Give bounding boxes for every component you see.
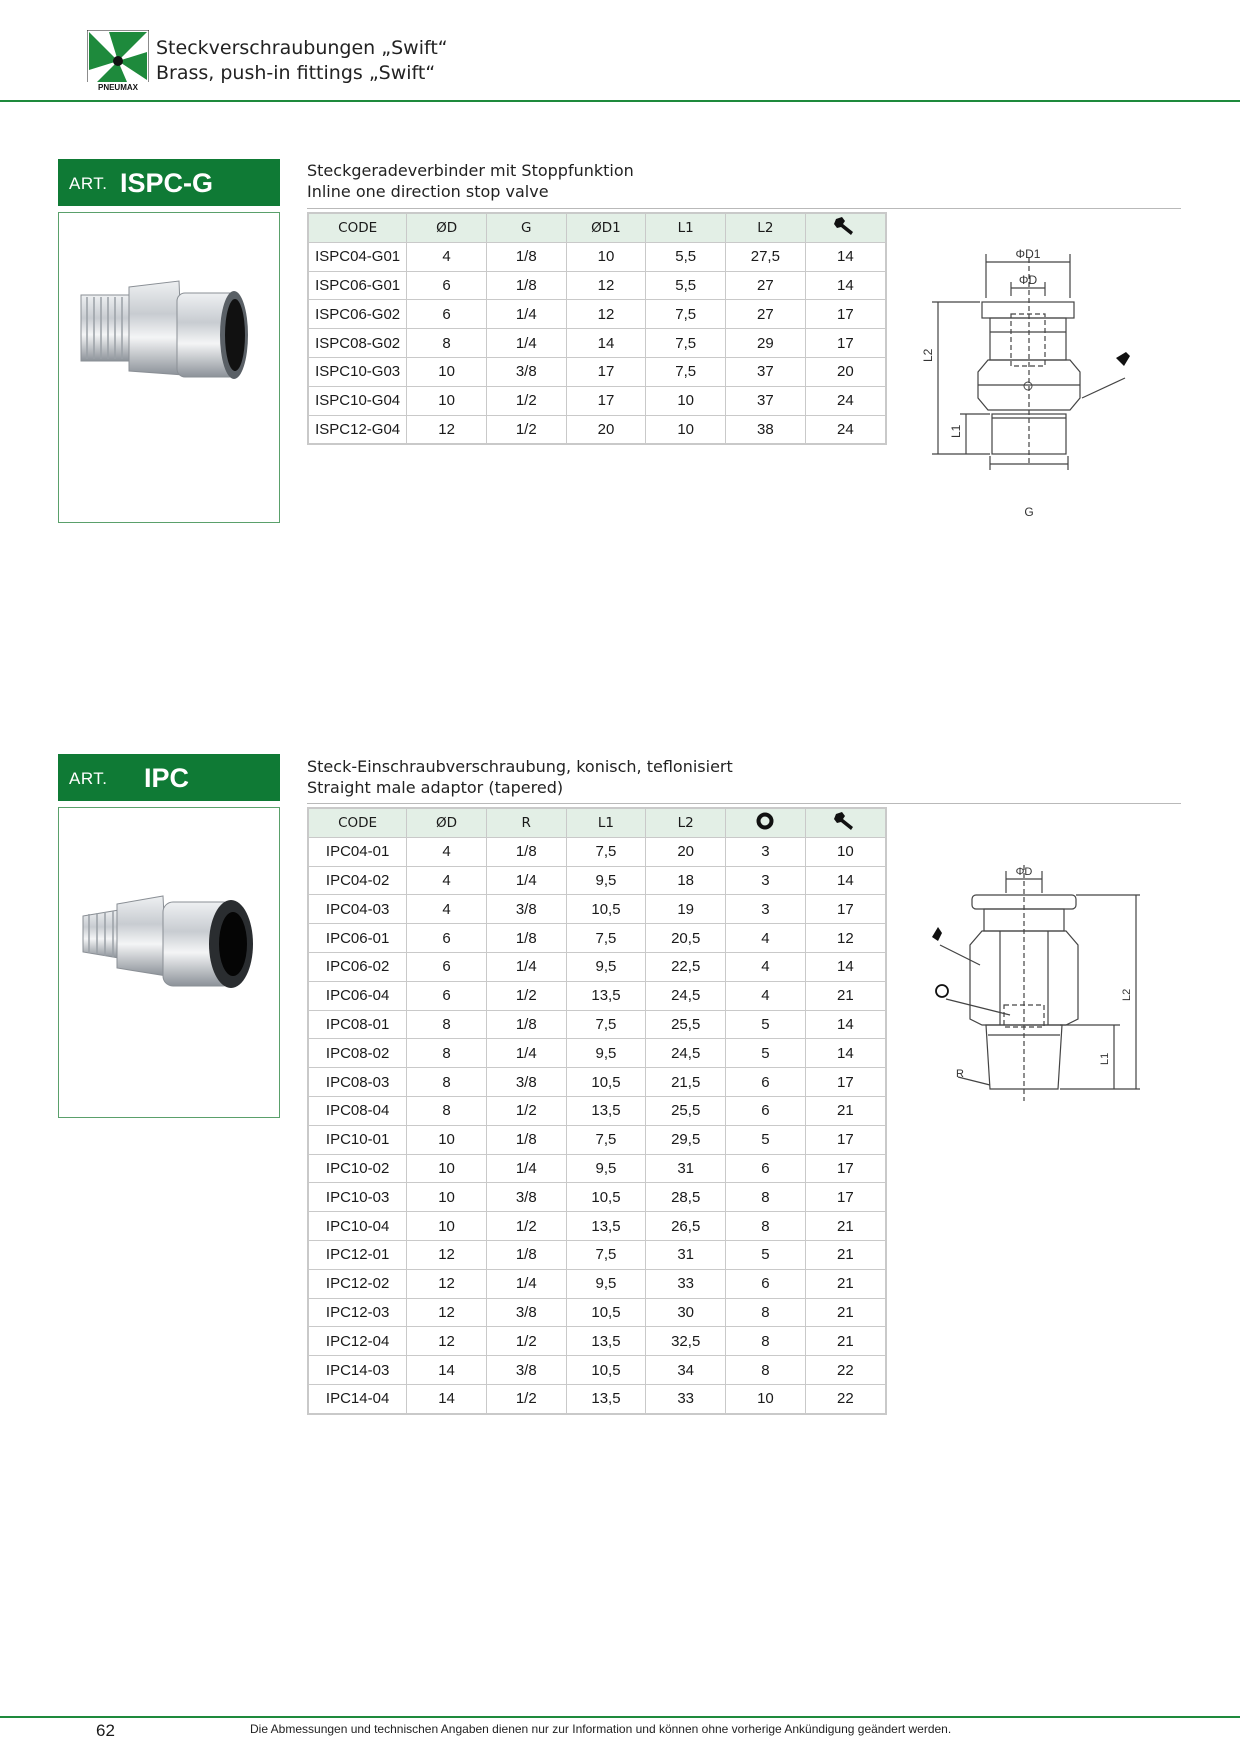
table-cell: 1/8: [486, 837, 566, 866]
table-row: [308, 866, 886, 895]
table-cell: 5,5: [646, 242, 726, 271]
cell-code: IPC10-01: [308, 1125, 407, 1154]
table-cell: 1/8: [486, 242, 566, 271]
table-cell: 12: [805, 924, 886, 953]
table-cell: 4: [407, 242, 487, 271]
table-cell: 12: [407, 1327, 487, 1356]
table-cell: 3/8: [486, 1356, 566, 1385]
table-cell: 17: [566, 357, 646, 386]
cell-code: IPC14-03: [308, 1356, 407, 1385]
table-cell: 12: [566, 300, 646, 329]
table-row: [308, 386, 886, 415]
table-cell: 3/8: [486, 1183, 566, 1212]
table-row: [308, 415, 886, 444]
column-header-wrench: [805, 213, 886, 242]
table-cell: 27,5: [726, 242, 806, 271]
table-cell: 10: [726, 1384, 806, 1413]
label-r: R: [956, 1068, 964, 1080]
table-cell: 12: [407, 415, 487, 444]
table-cell: 8: [407, 1068, 487, 1097]
table-cell: 14: [805, 271, 886, 300]
table-cell: 6: [726, 1154, 806, 1183]
table-cell: 8: [407, 1096, 487, 1125]
table-cell: 7,5: [566, 924, 646, 953]
table-cell: 8: [407, 1039, 487, 1068]
table-row: [308, 357, 886, 386]
table-cell: 1/2: [486, 1212, 566, 1241]
column-header-code: CODE: [308, 808, 407, 837]
art-label: ART.: [69, 769, 108, 788]
table-cell: 7,5: [566, 1240, 646, 1269]
table-cell: 6: [726, 1269, 806, 1298]
description-rule: [307, 803, 1181, 804]
table-row: [308, 1269, 886, 1298]
table-cell: 18: [646, 866, 726, 895]
description-de: Steckgeradeverbinder mit Stoppfunktion: [307, 161, 634, 180]
description-en: Inline one direction stop valve: [307, 182, 549, 201]
table-cell: 12: [566, 271, 646, 300]
page-number: 62: [96, 1721, 115, 1740]
table-cell: 1/8: [486, 924, 566, 953]
table-row: [308, 1096, 886, 1125]
cell-code: IPC12-01: [308, 1240, 407, 1269]
table-cell: 1/4: [486, 1039, 566, 1068]
pneumax-logo: [87, 30, 149, 92]
table-cell: 1/2: [486, 981, 566, 1010]
table-cell: 5: [726, 1039, 806, 1068]
label-od1: ΦD1: [1015, 247, 1041, 261]
table-cell: 32,5: [646, 1327, 726, 1356]
table-cell: 3: [726, 895, 806, 924]
table-cell: 14: [805, 866, 886, 895]
table-cell: 19: [646, 895, 726, 924]
cell-code: IPC04-01: [308, 837, 407, 866]
article-code: ISPC-G: [120, 168, 214, 198]
article-code: IPC: [144, 763, 190, 793]
table-cell: 17: [805, 1183, 886, 1212]
table-cell: 10: [407, 1154, 487, 1183]
table-row: [308, 1068, 886, 1097]
table-cell: 1/4: [486, 866, 566, 895]
table-cell: 31: [646, 1240, 726, 1269]
table-row: [308, 1327, 886, 1356]
table-cell: 27: [726, 271, 806, 300]
label-l2: L2: [1121, 988, 1133, 1001]
table-cell: 21: [805, 981, 886, 1010]
table-cell: 10,5: [566, 895, 646, 924]
table-row: [308, 895, 886, 924]
table-cell: 6: [726, 1068, 806, 1097]
table-cell: 1/8: [486, 1240, 566, 1269]
wrench-icon: [833, 216, 857, 236]
table-cell: 20: [646, 837, 726, 866]
section-description: [307, 756, 733, 798]
table-cell: 10: [805, 837, 886, 866]
table-cell: 6: [407, 271, 487, 300]
table-row: [308, 952, 886, 981]
table-cell: 8: [726, 1327, 806, 1356]
table-cell: 10,5: [566, 1298, 646, 1327]
label-l2: L2: [921, 348, 935, 362]
table-cell: 1/8: [486, 1125, 566, 1154]
page-header: [0, 0, 1240, 102]
table-cell: 1/4: [486, 300, 566, 329]
column-header-g: G: [486, 213, 566, 242]
table-cell: 22: [805, 1384, 886, 1413]
table-cell: 25,5: [646, 1096, 726, 1125]
table-cell: 3/8: [486, 1068, 566, 1097]
table-cell: 5: [726, 1125, 806, 1154]
table-cell: 1/4: [486, 329, 566, 358]
column-header-od1: ØD1: [566, 213, 646, 242]
table-cell: 8: [407, 329, 487, 358]
table-cell: 6: [407, 924, 487, 953]
table-cell: 21: [805, 1212, 886, 1241]
table-cell: 9,5: [566, 952, 646, 981]
table-cell: 4: [407, 895, 487, 924]
table-cell: 1/2: [486, 415, 566, 444]
table-cell: 17: [805, 895, 886, 924]
table-cell: 12: [407, 1240, 487, 1269]
description-rule: [307, 208, 1181, 209]
table-cell: 7,5: [566, 1125, 646, 1154]
table-cell: 10,5: [566, 1356, 646, 1385]
table-cell: 10: [566, 242, 646, 271]
table-cell: 1/2: [486, 1327, 566, 1356]
section-description: [307, 160, 634, 202]
cell-code: IPC04-02: [308, 866, 407, 895]
table-cell: 13,5: [566, 1212, 646, 1241]
table-cell: 14: [566, 329, 646, 358]
table-cell: 6: [407, 952, 487, 981]
table-cell: 10: [407, 386, 487, 415]
label-l1: L1: [1099, 1052, 1111, 1065]
table-row: [308, 1240, 886, 1269]
cell-code: IPC08-04: [308, 1096, 407, 1125]
cell-code: IPC10-02: [308, 1154, 407, 1183]
cell-code: IPC12-02: [308, 1269, 407, 1298]
label-l1: L1: [949, 424, 963, 438]
cell-code: ISPC10-G04: [308, 386, 407, 415]
cell-code: ISPC06-G02: [308, 300, 407, 329]
table-cell: 14: [805, 242, 886, 271]
table-cell: 10: [646, 415, 726, 444]
table-cell: 29: [726, 329, 806, 358]
table-cell: 1/8: [486, 271, 566, 300]
table-cell: 20: [566, 415, 646, 444]
table-row: [308, 1039, 886, 1068]
column-header-r: R: [486, 808, 566, 837]
table-row: [308, 271, 886, 300]
table-cell: 14: [407, 1384, 487, 1413]
cell-code: IPC06-02: [308, 952, 407, 981]
cell-code: IPC12-04: [308, 1327, 407, 1356]
table-cell: 24,5: [646, 981, 726, 1010]
table-cell: 17: [566, 386, 646, 415]
column-header-l2: L2: [646, 808, 726, 837]
table-cell: 22: [805, 1356, 886, 1385]
column-header-wrench: [805, 808, 886, 837]
table-cell: 1/2: [486, 1096, 566, 1125]
table-cell: 6: [407, 300, 487, 329]
column-header-code: CODE: [308, 213, 407, 242]
table-cell: 30: [646, 1298, 726, 1327]
table-cell: 17: [805, 329, 886, 358]
table-cell: 10,5: [566, 1068, 646, 1097]
art-label: ART.: [69, 174, 108, 193]
cell-code: ISPC12-G04: [308, 415, 407, 444]
table-cell: 4: [407, 866, 487, 895]
table-cell: 3: [726, 866, 806, 895]
table-cell: 8: [726, 1298, 806, 1327]
table-cell: 10,5: [566, 1183, 646, 1212]
cell-code: ISPC10-G03: [308, 357, 407, 386]
table-cell: 10: [646, 386, 726, 415]
column-header-l2: L2: [726, 213, 806, 242]
description-en: Straight male adaptor (tapered): [307, 778, 564, 797]
table-cell: 5: [726, 1010, 806, 1039]
label-g: G: [1024, 505, 1034, 519]
table-cell: 20,5: [646, 924, 726, 953]
table-cell: 1/8: [486, 1010, 566, 1039]
table-cell: 14: [805, 1039, 886, 1068]
table-cell: 17: [805, 1125, 886, 1154]
cell-code: IPC06-04: [308, 981, 407, 1010]
o-ring-icon: [755, 811, 775, 831]
header-title-de: Steckverschraubungen „Swift“: [156, 37, 448, 59]
table-row: [308, 300, 886, 329]
table-cell: 6: [726, 1096, 806, 1125]
fitting-photo-illustration: [59, 213, 279, 522]
column-header-o-ring: [726, 808, 806, 837]
spec-table-ispc-g: [307, 212, 887, 445]
table-cell: 13,5: [566, 1384, 646, 1413]
table-cell: 4: [726, 952, 806, 981]
table-cell: 7,5: [646, 329, 726, 358]
table-cell: 33: [646, 1269, 726, 1298]
table-cell: 4: [407, 837, 487, 866]
header-title-en: Brass, push-in fittings „Swift“: [156, 62, 436, 84]
fitting-photo-illustration: [59, 808, 279, 1117]
table-cell: 10: [407, 1212, 487, 1241]
table-cell: 22,5: [646, 952, 726, 981]
table-cell: 7,5: [566, 1010, 646, 1039]
table-cell: 1/2: [486, 1384, 566, 1413]
table-cell: 21: [805, 1298, 886, 1327]
table-cell: 9,5: [566, 1154, 646, 1183]
table-row: [308, 1154, 886, 1183]
table-cell: 8: [726, 1183, 806, 1212]
table-row: [308, 329, 886, 358]
table-cell: 24: [805, 386, 886, 415]
product-photo: [58, 212, 280, 523]
cell-code: IPC10-03: [308, 1183, 407, 1212]
table-row: [308, 1010, 886, 1039]
table-header-row: [308, 808, 886, 837]
table-cell: 33: [646, 1384, 726, 1413]
table-cell: 37: [726, 357, 806, 386]
table-cell: 3/8: [486, 357, 566, 386]
technical-drawing-ispc-g: [920, 238, 1140, 528]
table-cell: 7,5: [646, 357, 726, 386]
technical-drawing-ipc: [920, 855, 1140, 1105]
table-cell: 14: [407, 1356, 487, 1385]
table-cell: 10: [407, 1183, 487, 1212]
table-cell: 25,5: [646, 1010, 726, 1039]
cell-code: ISPC08-G02: [308, 329, 407, 358]
table-cell: 1/4: [486, 1154, 566, 1183]
description-de: Steck-Einschraubverschraubung, konisch, teflonisiert: [307, 757, 733, 776]
table-row: [308, 1212, 886, 1241]
table-cell: 3/8: [486, 1298, 566, 1327]
cell-code: IPC04-03: [308, 895, 407, 924]
art-badge-ispc-g: [58, 159, 280, 206]
column-header-od: ØD: [407, 808, 487, 837]
table-cell: 1/2: [486, 386, 566, 415]
column-header-l1: L1: [646, 213, 726, 242]
table-cell: 13,5: [566, 981, 646, 1010]
wrench-icon: [833, 811, 857, 831]
table-cell: 21: [805, 1269, 886, 1298]
table-cell: 17: [805, 1154, 886, 1183]
cell-code: IPC12-03: [308, 1298, 407, 1327]
table-cell: 21: [805, 1096, 886, 1125]
label-od: ΦD: [1018, 273, 1038, 287]
table-cell: 5: [726, 1240, 806, 1269]
table-cell: 10: [407, 357, 487, 386]
table-cell: 17: [805, 1068, 886, 1097]
table-cell: 12: [407, 1269, 487, 1298]
table-cell: 13,5: [566, 1327, 646, 1356]
table-row: [308, 1183, 886, 1212]
footer-disclaimer: Die Abmessungen und technischen Angaben dienen nur zur Information und können ohne vorherige Ankündigung geändert werden.: [250, 1722, 952, 1736]
table-header-row: [308, 213, 886, 242]
table-cell: 10: [407, 1125, 487, 1154]
table-cell: 12: [407, 1298, 487, 1327]
table-row: [308, 242, 886, 271]
table-cell: 31: [646, 1154, 726, 1183]
table-cell: 7,5: [566, 837, 646, 866]
table-cell: 8: [726, 1212, 806, 1241]
table-row: [308, 837, 886, 866]
table-cell: 3/8: [486, 895, 566, 924]
table-cell: 9,5: [566, 1039, 646, 1068]
table-cell: 1/4: [486, 952, 566, 981]
table-cell: 38: [726, 415, 806, 444]
table-cell: 21,5: [646, 1068, 726, 1097]
table-cell: 20: [805, 357, 886, 386]
table-cell: 17: [805, 300, 886, 329]
table-cell: 21: [805, 1327, 886, 1356]
table-cell: 34: [646, 1356, 726, 1385]
table-cell: 6: [407, 981, 487, 1010]
table-cell: 14: [805, 1010, 886, 1039]
cell-code: IPC14-04: [308, 1384, 407, 1413]
product-photo: [58, 807, 280, 1118]
table-cell: 8: [407, 1010, 487, 1039]
cell-code: IPC08-01: [308, 1010, 407, 1039]
label-od: ΦD: [1015, 866, 1033, 878]
table-row: [308, 981, 886, 1010]
table-cell: 9,5: [566, 866, 646, 895]
table-cell: 13,5: [566, 1096, 646, 1125]
table-cell: 3: [726, 837, 806, 866]
table-row: [308, 1356, 886, 1385]
table-row: [308, 1125, 886, 1154]
table-row: [308, 924, 886, 953]
cell-code: ISPC06-G01: [308, 271, 407, 300]
art-badge-ipc: [58, 754, 280, 801]
table-cell: 28,5: [646, 1183, 726, 1212]
table-cell: 27: [726, 300, 806, 329]
table-cell: 7,5: [646, 300, 726, 329]
cell-code: IPC06-01: [308, 924, 407, 953]
cell-code: IPC10-04: [308, 1212, 407, 1241]
table-cell: 9,5: [566, 1269, 646, 1298]
table-cell: 5,5: [646, 271, 726, 300]
table-cell: 14: [805, 952, 886, 981]
svg-text:PNEUMAX: PNEUMAX: [97, 83, 139, 92]
header-rule: [0, 100, 1240, 102]
table-cell: 4: [726, 981, 806, 1010]
table-cell: 37: [726, 386, 806, 415]
table-row: [308, 1298, 886, 1327]
table-cell: 26,5: [646, 1212, 726, 1241]
cell-code: IPC08-03: [308, 1068, 407, 1097]
column-header-l1: L1: [566, 808, 646, 837]
table-row: [308, 1384, 886, 1413]
table-cell: 29,5: [646, 1125, 726, 1154]
table-cell: 1/4: [486, 1269, 566, 1298]
table-cell: 21: [805, 1240, 886, 1269]
spec-table-ipc: [307, 807, 887, 1415]
cell-code: ISPC04-G01: [308, 242, 407, 271]
table-cell: 8: [726, 1356, 806, 1385]
table-cell: 4: [726, 924, 806, 953]
table-cell: 24,5: [646, 1039, 726, 1068]
footer-rule: [0, 1716, 1240, 1718]
column-header-od: ØD: [407, 213, 487, 242]
cell-code: IPC08-02: [308, 1039, 407, 1068]
table-cell: 24: [805, 415, 886, 444]
